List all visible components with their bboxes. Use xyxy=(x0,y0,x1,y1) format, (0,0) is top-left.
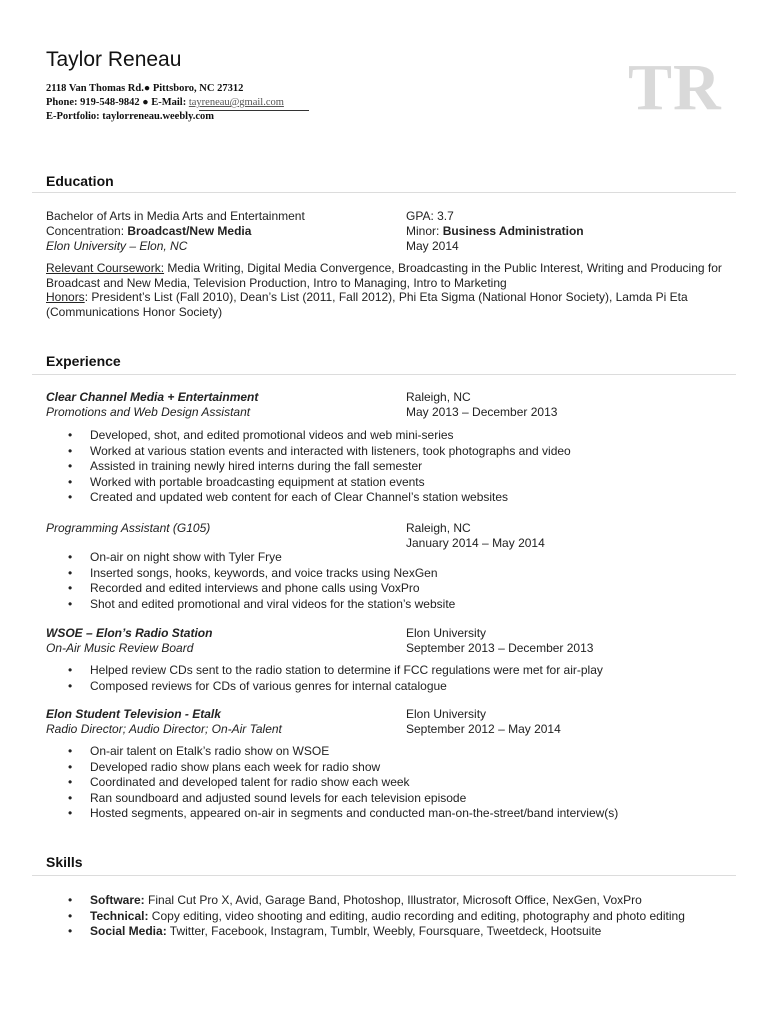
minor-value: Business Administration xyxy=(442,224,584,238)
list-item: • Coordinated and developed talent for radio show each week xyxy=(62,775,618,791)
job-org: WSOE – Elon’s Radio Station xyxy=(46,626,213,640)
skills-list xyxy=(62,893,685,940)
job-bullets xyxy=(62,550,455,612)
portfolio-line: E-Portfolio: taylorreneau.weebly.com xyxy=(46,111,215,122)
list-item: • On-air talent on Etalk’s radio show on WSOE xyxy=(62,744,618,760)
resume-name: Taylor Reneau xyxy=(46,48,182,71)
skill-label: Software: xyxy=(90,893,145,907)
skill-label: Technical: xyxy=(90,908,149,923)
job-org: Elon Student Television - Etalk xyxy=(46,707,221,721)
coursework-text: Media Writing, Digital Media Convergence, Broadcasting in the Public Interest, Writing and Producing for Broadcast and New Media, Television Production, Intro to Managing, Intro to Marketing xyxy=(46,261,722,290)
job-org: Clear Channel Media + Entertainment xyxy=(46,390,259,404)
list-item: • Worked at various station events and interacted with listeners, took photographs and video xyxy=(62,444,571,460)
gpa: GPA: 3.7 xyxy=(406,209,454,223)
list-item: • Worked with portable broadcasting equipment at station events xyxy=(62,475,571,491)
job-role: On-Air Music Review Board xyxy=(46,641,194,655)
job-bullets xyxy=(62,744,618,822)
job-location: Elon University xyxy=(406,626,487,640)
job-role: Promotions and Web Design Assistant xyxy=(46,405,251,419)
skill-text: Copy editing, video shooting and editing, audio recording and editing, photography and photo editing xyxy=(148,908,685,923)
honors xyxy=(46,290,736,319)
monogram-logo: TR xyxy=(628,51,722,124)
education-divider xyxy=(32,192,736,193)
job-location: Raleigh, NC xyxy=(406,390,471,404)
address-line: 2118 Van Thomas Rd.● Pittsboro, NC 27312 xyxy=(46,83,244,94)
minor xyxy=(406,224,584,239)
list-item: • On-air on night show with Tyler Frye xyxy=(62,550,455,566)
concentration-label: Concentration: xyxy=(46,224,128,238)
job-role: Programming Assistant (G105) xyxy=(46,521,211,535)
degree: Bachelor of Arts in Media Arts and Entertainment xyxy=(46,209,305,223)
job-dates: May 2013 – December 2013 xyxy=(406,405,558,419)
concentration xyxy=(46,224,251,239)
coursework-label: Relevant Coursework: xyxy=(46,261,165,275)
job-dates: September 2012 – May 2014 xyxy=(406,722,561,736)
job-bullets xyxy=(62,663,603,694)
phone-email-line xyxy=(46,97,284,108)
experience-divider xyxy=(32,374,736,375)
school: Elon University – Elon, NC xyxy=(46,239,188,253)
skills-divider xyxy=(32,875,736,876)
education-heading: Education xyxy=(46,173,114,189)
concentration-value: Broadcast/New Media xyxy=(127,224,252,238)
skill-item xyxy=(62,924,685,940)
skill-item xyxy=(62,909,685,925)
experience-heading: Experience xyxy=(46,353,121,369)
graduation-date: May 2014 xyxy=(406,239,459,253)
list-item: • Assisted in training newly hired interns during the fall semester xyxy=(62,459,571,475)
skill-text: Twitter, Facebook, Instagram, Tumblr, Weebly, Foursquare, Tweetdeck, Hootsuite xyxy=(166,924,602,938)
list-item: • Developed, shot, and edited promotional videos and web mini-series xyxy=(62,428,571,444)
email-underline-rule xyxy=(199,110,309,111)
minor-label: Minor: xyxy=(406,224,443,238)
list-item: • Shot and edited promotional and viral videos for the station’s website xyxy=(62,597,455,613)
job-dates: September 2013 – December 2013 xyxy=(406,641,594,655)
skill-item xyxy=(62,893,685,909)
job-dates: January 2014 – May 2014 xyxy=(406,536,545,550)
list-item: • Ran soundboard and adjusted sound levels for each television episode xyxy=(62,791,618,807)
list-item: • Developed radio show plans each week for radio show xyxy=(62,760,618,776)
list-item: • Inserted songs, hooks, keywords, and voice tracks using NexGen xyxy=(62,566,455,582)
list-item: • Composed reviews for CDs of various genres for internal catalogue xyxy=(62,679,603,695)
job-location: Elon University xyxy=(406,707,487,721)
job-role: Radio Director; Audio Director; On-Air Talent xyxy=(46,722,282,736)
skill-text: Final Cut Pro X, Avid, Garage Band, Photoshop, Illustrator, Microsoft Office, NexGen, VoxPro xyxy=(144,893,642,907)
list-item: • Recorded and edited interviews and phone calls using VoxPro xyxy=(62,581,455,597)
job-location: Raleigh, NC xyxy=(406,521,471,535)
job-bullets xyxy=(62,428,571,506)
list-item: • Hosted segments, appeared on-air in segments and conducted man-on-the-street/band interview(s) xyxy=(62,806,618,822)
email-link[interactable]: tayreneau@gmail.com xyxy=(188,97,284,108)
honors-text: : President’s List (Fall 2010), Dean’s List (2011, Fall 2012), Phi Eta Sigma (National Honor Society), Lamda Pi Eta (Communications Honor Society) xyxy=(46,290,688,319)
phone-label: Phone: 919-548-9842 ● E-Mail: xyxy=(46,97,189,108)
list-item: • Helped review CDs sent to the radio station to determine if FCC regulations were met for air-play xyxy=(62,663,603,679)
honors-label: Honors xyxy=(46,290,85,304)
list-item: • Created and updated web content for each of Clear Channel’s station websites xyxy=(62,490,571,506)
skills-heading: Skills xyxy=(46,854,83,870)
skill-label: Social Media: xyxy=(90,924,167,938)
coursework xyxy=(46,261,736,290)
